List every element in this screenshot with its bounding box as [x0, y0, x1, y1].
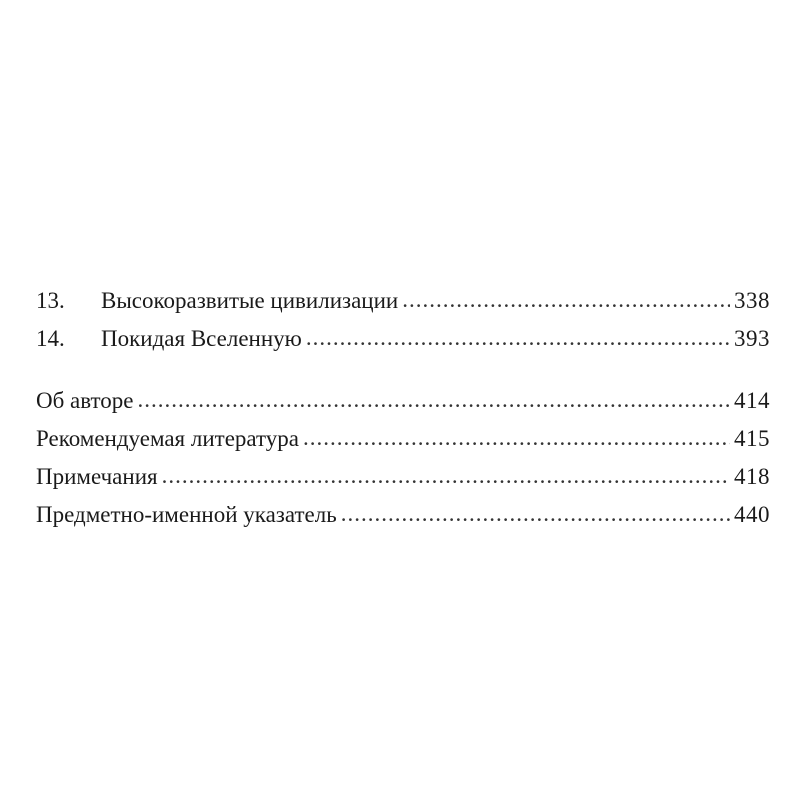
toc-entry-chapter-14	[36, 320, 770, 358]
chapter-number: 13.	[36, 288, 65, 313]
toc-entry-recommended-reading	[36, 420, 770, 458]
page-number: 418	[734, 464, 770, 489]
entry-title: Рекомендуемая литература	[36, 426, 299, 451]
page-number: 393	[734, 326, 770, 351]
toc-entry-notes	[36, 458, 770, 496]
dot-leader	[341, 495, 730, 533]
toc-entry-about-author	[36, 382, 770, 420]
dot-leader	[306, 319, 730, 357]
toc-entry-index	[36, 496, 770, 534]
chapter-number: 14.	[36, 326, 65, 351]
toc-entry-chapter-13	[36, 282, 770, 320]
page-number: 338	[734, 288, 770, 313]
page-number: 440	[734, 502, 770, 527]
dot-leader	[402, 281, 730, 319]
table-of-contents	[36, 282, 770, 534]
dot-leader	[138, 381, 730, 419]
page-number: 415	[734, 426, 770, 451]
page-number: 414	[734, 388, 770, 413]
dot-leader	[303, 419, 730, 457]
entry-title: Предметно-именной указатель	[36, 502, 337, 527]
dot-leader	[162, 457, 730, 495]
entry-title: Примечания	[36, 464, 158, 489]
chapter-title: Высокоразвитые цивилизации	[101, 288, 399, 313]
entry-title: Об авторе	[36, 388, 134, 413]
chapter-title: Покидая Вселенную	[101, 326, 302, 351]
